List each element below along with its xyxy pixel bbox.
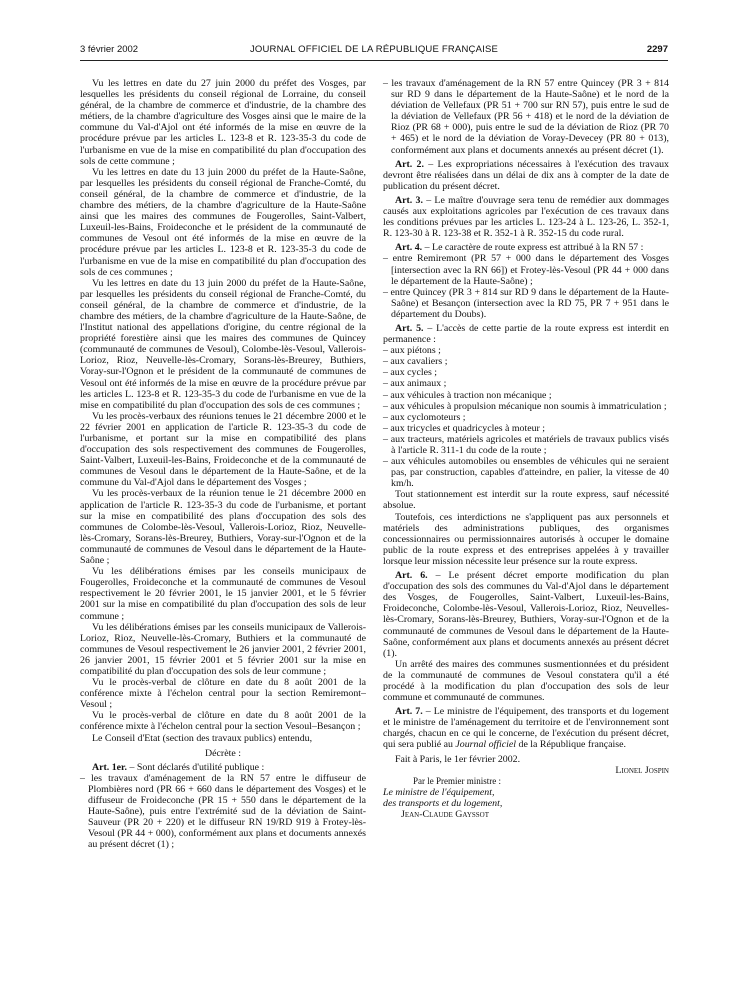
article-5-item: – aux tracteurs, matériels agricoles et matériels de travaux publics visés à l'article R. 311-1 du code de la route ; xyxy=(383,433,669,456)
minister-title-line2: des transports et du logement, xyxy=(383,797,503,809)
right-column xyxy=(383,78,669,820)
article-1 xyxy=(80,762,366,773)
article-6-label: Art. 6. xyxy=(395,570,428,582)
article-5-paragraph: Toutefois, ces interdictions ne s'appliquent pas aux personnels et matériels des administrations publiques, des organismes concessionnaires ou permissionnaires autorisés à occuper le domaine public de la route express et des entreprises appelées à y travailler lorsque leur mission nécessite leur présence sur la route express. xyxy=(383,511,669,567)
header-rule xyxy=(80,60,668,61)
journal-title: JOURNAL OFFICIEL DE LA RÉPUBLIQUE FRANÇAISE xyxy=(249,44,499,55)
article-4-item: – entre Remiremont (PR 57 + 000 dans le département des Vosges [intersection avec la RN 66]) et Frotey-lès-Vesoul (PR 44 + 000 dans le département de la Haute-Saône) ; xyxy=(383,253,669,287)
journal-officiel-ref: Journal officiel xyxy=(455,739,517,751)
prime-minister-name: Lionel Jospin xyxy=(615,764,669,776)
visa-paragraph: Vu les délibérations émises par les conseils municipaux de Vallerois-Lorioz, Rioz, Neuvelle-lès-Cromary, Buthiers et la communauté de communes de Vesoul respectivement le 26 janvier 2001, 2 février 2001, 26 janvier 2001, 15 février 2001 et 5 février 2001 sur la mise en compatibilité du plan d'occupation des sols de leur commune ; xyxy=(80,621,366,677)
page-number: 2297 xyxy=(646,44,668,55)
article-2 xyxy=(383,159,669,192)
article-5-text: – L'accès de cette partie de la route express est interdit en permanence : xyxy=(383,322,669,346)
article-5-item: – aux véhicules automobiles ou ensembles de véhicules qui ne seraient pas, par construction, capables d'atteindre, en palier, la vitesse de 40 km/h. xyxy=(383,456,669,490)
article-6 xyxy=(383,570,669,659)
article-5-item: – aux cyclomoteurs ; xyxy=(383,411,466,423)
article-1-label: Art. 1er. xyxy=(92,761,128,773)
article-5-item: – aux véhicules à propulsion mécanique non soumis à immatriculation ; xyxy=(383,400,667,412)
article-7-text: – Le ministre de l'équipement, des transports et du logement et le ministre de l'aménagement du territoire et de l'environnement sont chargés, chacun en ce qui le concerne, de l'exécution du présent décret, qui sera publié au xyxy=(383,706,669,751)
article-2-text: – Les expropriations nécessaires à l'exécution des travaux devront être réalisées dans un délai de dix ans à compter de la date de publication du présent décret. xyxy=(383,158,669,192)
article-5-item: – aux cavaliers ; xyxy=(383,356,448,368)
article-5-label: Art. 5. xyxy=(395,322,424,334)
article-6-paragraph: Un arrêté des maires des communes susmentionnées et du président de la communauté de communes de Vesoul constatera qu'il a été procédé à la modification du plan d'occupation des sols de leur commune et communauté de communes. xyxy=(383,658,669,704)
visa-paragraph: Vu les lettres en date du 13 juin 2000 du préfet de la Haute-Saône, par lesquelles les présidents du conseil régional de Franche-Comté, du conseil général, de la chambre de commerce et d'industrie, de la chambre des métiers, de la chambre d'agriculture de la Haute-Saône, de l'Institut national des appellations d'origine, du centre régional de la propriété forestière ainsi que les maires des communes de Quincey (communauté de communes de Vesoul), Colombe-lès-Vesoul, Vallerois-Lorioz, Rioz, Neuvelle-lès-Cromary, Sorans-lès-Breurey, Buthiers, Voray-sur-l'Ognon et le président de la communauté de communes de Vesoul ont été informés de la mise en œuvre de la procédure prévue par les articles L. 123-8 et R. 123-35-3 du code de l'urbanisme en vue de la mise en compatibilité du plan d'occupation des sols de ces communes ; xyxy=(80,277,366,411)
page-header xyxy=(80,44,668,58)
article-5-item: – aux véhicules à traction non mécanique ; xyxy=(383,389,552,401)
header-date: 3 février 2002 xyxy=(80,44,139,55)
visa-paragraph: Vu les procès-verbaux des réunions tenues le 21 décembre 2000 et le 22 février 2001 en application de l'article R. 123-35-3 du code de l'urbanisme, et portant sur la mise en compatibilité des plans d'occupation des sols respectivement des communes de Fougerolles, Saint-Valbert, Luxeuil-les-Bains, Froideconche et de la communauté de communes de Vesoul dans le département de la Haute-Saône, et de la commune du Val-d'Ajol dans le département des Vosges ; xyxy=(80,410,366,489)
article-1-item: – les travaux d'aménagement de la RN 57 entre Quincey (PR 3 + 814 sur RD 9 dans le département de la Haute-Saône) et le nord de la déviation de Vellefaux (PR 51 + 700 sur RN 57), puis entre le sud de la déviation de Vellefaux (PR 56 + 418) et le nord de la déviation de Rioz (PR 68 + 000), puis entre le sud de la déviation de Rioz (PR 70 + 465) et le nord de la déviation de Voray-Devecey (PR 80 + 013), conformément aux plans et documents annexés au présent décret (1). xyxy=(383,78,669,156)
article-5-item: – aux animaux ; xyxy=(383,378,447,390)
article-1-text: – Sont déclarés d'utilité publique : xyxy=(127,761,265,773)
article-7 xyxy=(383,706,669,750)
visa-paragraph: Le Conseil d'Etat (section des travaux publics) entendu, xyxy=(92,732,313,744)
article-5-item: – aux piétons ; xyxy=(383,345,441,357)
article-7-label: Art. 7. xyxy=(395,706,423,718)
article-3 xyxy=(383,195,669,239)
visa-paragraph: Vu le procès-verbal de clôture en date du 8 août 2001 de la conférence mixte à l'échelon central pour la section Vesoul–Besançon ; xyxy=(80,710,366,733)
article-2-label: Art. 2. xyxy=(395,158,424,170)
article-1-item: – les travaux d'aménagement de la RN 57 entre le diffuseur de Plombières nord (PR 66 + 660 dans le département des Vosges) et le diffuseur de Froideconche (PR 15 + 550 dans le département de la Haute-Saône), puis entre l'extrémité sud de la déviation de Saint-Sauveur (PR 20 + 220) et le diffuseur RN 19/RD 919 à Frotey-lès-Vesoul (PR 44 + 000), conformément aux plans et documents annexés au présent décret (1) ; xyxy=(80,772,366,851)
article-7-end: de la République française. xyxy=(516,739,626,751)
visa-paragraph: Vu les délibérations émises par les conseils municipaux de Fougerolles, Froideconche et la communauté de communes de Vesoul respectivement le 20 février 2001, le 15 janvier 2001, et le 5 février 2001 sur la mise en compatibilité du plan d'occupation des sols de leur commune ; xyxy=(80,566,366,622)
visa-paragraph: Vu les procès-verbaux de la réunion tenue le 21 décembre 2000 en application de l'article R. 123-35-3 du code de l'urbanisme, et portant sur la mise en compatibilité des plans d'occupation des sols des communes de Colombe-lès-Vesoul, Vallerois-Lorioz, Rioz, Neuvelle-lès-Cromary, Sorans-lès-Breurey, Buthiers, Voray-sur-l'Ognon et de la communauté de communes de Vesoul dans le département de la Haute-Saône ; xyxy=(80,488,366,567)
article-4 xyxy=(383,242,669,253)
article-5-item: – aux cycles ; xyxy=(383,367,438,379)
article-4-item: – entre Quincey (PR 3 + 814 sur RD 9 dans le département de la Haute-Saône) et Besançon (intersection avec la RD 75, PR 7 + 951 dans le département du Doubs). xyxy=(383,286,669,320)
decrete-heading: Décrète : xyxy=(205,747,241,759)
visa-paragraph: Vu les lettres en date du 27 juin 2000 du préfet des Vosges, par lesquelles les présidents du conseil régional de Lorraine, du conseil général, de la chambre de commerce et d'industrie, de la chambre des métiers, de la chambre d'agriculture des Vosges ainsi que le maire de la commune du Val-d'Ajol ont été informés de la mise en œuvre de la procédure prévue par les articles L. 123-8 et R. 123-35-3 du code de l'urbanisme en vue de la mise en compatibilité du plan d'occupation des sols de cette commune ; xyxy=(80,78,366,167)
article-3-text: – Le maître d'ouvrage sera tenu de remédier aux dommages causés aux exploitations agricoles par l'exécution de ces travaux dans les conditions prévues par les articles L. 123-24 à L. 123-26, L. 352-1, R. 123-30 à R. 123-38 et R. 352-1 à R. 352-15 du code rural. xyxy=(383,194,669,240)
article-5-item: – aux tricycles et quadricycles à moteur ; xyxy=(383,422,546,434)
visa-paragraph: Vu les lettres en date du 13 juin 2000 du préfet de la Haute-Saône, par lesquelles les présidents du conseil régional de Franche-Comté, du conseil général, de la chambre de commerce et d'industrie, de la chambre des métiers, de la chambre d'agriculture de la Haute-Saône ainsi que les maires des communes de Fougerolles, Saint-Valbert, Luxeuil-les-Bains, Froideconche et le président de la communauté de communes de Vesoul ont été informés de la mise en œuvre de la procédure prévue par les articles L. 123-8 et R. 123-35-3 du code de l'urbanisme en vue de la mise en compatibilité du plan d'occupation des sols de ces communes ; xyxy=(80,166,366,278)
minister-title-line1: Le ministre de l'équipement, xyxy=(383,786,495,798)
article-5 xyxy=(383,323,669,345)
visa-paragraph: Vu le procès-verbal de clôture en date du 8 août 2001 de la conférence mixte à l'échelon central pour la section Remiremont–Vesoul ; xyxy=(80,677,366,711)
article-3-label: Art. 3. xyxy=(395,194,423,206)
minister-name: Jean-Claude Gayssot xyxy=(401,809,490,820)
article-4-label: Art. 4. xyxy=(395,242,423,254)
article-6-text: – Le présent décret emporte modification du plan d'occupation des sols des communes du Val-d'Ajol dans le département des Vosges, de Fougerolles, Saint-Valbert, Luxeuil-les-Bains, Froideconche, Colombe-lès-Vesoul, Vallerois-Lorioz, Rioz, Neuvelles-lès-Cromary, Sorans-lès-Breurey, Buthiers, Voray-sur-l'Ognon et de la communauté de communes de Vesoul dans le département de la Haute-Saône, conformément aux plans et documents annexés au présent décret (1). xyxy=(383,570,669,659)
article-5-paragraph: Tout stationnement est interdit sur la route express, sauf nécessité absolue. xyxy=(383,489,669,512)
article-4-text: – Le caractère de route express est attribué à la RN 57 : xyxy=(422,242,644,254)
countersign-intro: Par le Premier ministre : xyxy=(413,775,501,786)
left-column xyxy=(80,78,366,850)
signature-date: Fait à Paris, le 1er février 2002. xyxy=(395,753,521,765)
